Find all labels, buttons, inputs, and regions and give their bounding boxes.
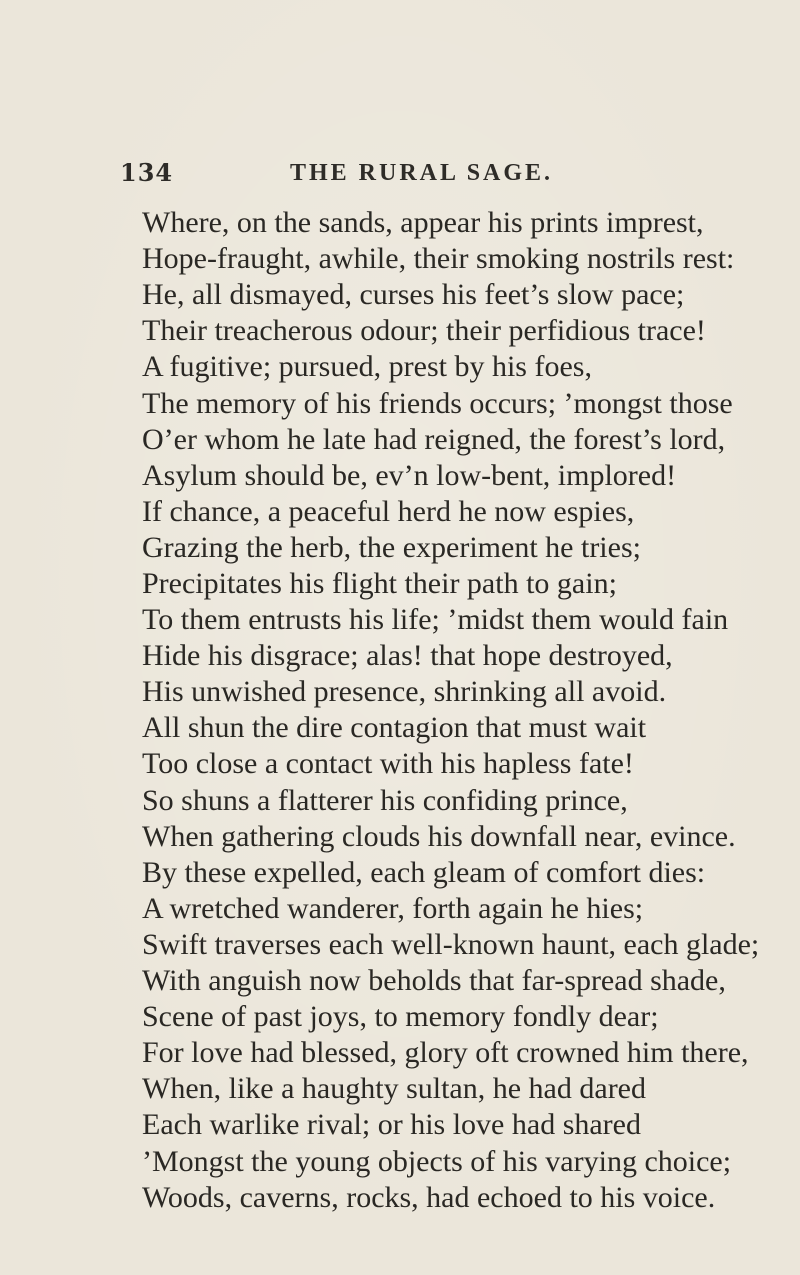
poem-line: A wretched wanderer, forth again he hies; [142, 892, 644, 925]
poem-line: To them entrusts his life; ’midst them would fain [142, 603, 729, 636]
poem-line: If chance, a peaceful herd he now espies, [142, 495, 635, 528]
page-number: 134 [120, 158, 174, 187]
poem-line: All shun the dire contagion that must wait [142, 711, 647, 744]
poem-line: O’er whom he late had reigned, the forest’s lord, [142, 423, 726, 456]
poem-line: When gathering clouds his downfall near, evince. [142, 820, 736, 853]
poem-line: For love had blessed, glory oft crowned him there, [142, 1036, 749, 1069]
running-head: THE RURAL SAGE. [290, 160, 554, 186]
poem-line: Their treacherous odour; their perfidious trace! [142, 314, 706, 347]
poem-line: Swift traverses each well-known haunt, each glade; [142, 928, 760, 961]
poem-body [0, 206, 800, 1236]
poem-line: So shuns a flatterer his confiding prince, [142, 784, 628, 817]
poem-line: Each warlike rival; or his love had shared [142, 1108, 641, 1141]
poem-line: He, all dismayed, curses his feet’s slow pace; [142, 278, 685, 311]
poem-line: Precipitates his flight their path to gain; [142, 567, 617, 600]
poem-line: Hope-fraught, awhile, their smoking nostrils rest: [142, 242, 735, 275]
poem-line: ’Mongst the young objects of his varying choice; [142, 1145, 732, 1178]
poem-line: A fugitive; pursued, prest by his foes, [142, 350, 592, 383]
poem-line: Grazing the herb, the experiment he tries; [142, 531, 641, 564]
poem-line: His unwished presence, shrinking all avoid. [142, 675, 667, 708]
poem-line: The memory of his friends occurs; ’mongst those [142, 387, 733, 420]
poem-line: Too close a contact with his hapless fate! [142, 747, 634, 780]
poem-line: With anguish now beholds that far-spread shade, [142, 964, 726, 997]
poem-line: Scene of past joys, to memory fondly dear; [142, 1000, 659, 1033]
poem-line: Hide his disgrace; alas! that hope destroyed, [142, 639, 673, 672]
page-header [120, 158, 680, 198]
poem-line: Asylum should be, ev’n low-bent, implored! [142, 459, 677, 492]
poem-line: By these expelled, each gleam of comfort dies: [142, 856, 706, 889]
poem-line: Woods, caverns, rocks, had echoed to his voice. [142, 1181, 716, 1214]
poem-line: When, like a haughty sultan, he had dared [142, 1072, 646, 1105]
poem-line: Where, on the sands, appear his prints imprest, [142, 206, 704, 239]
